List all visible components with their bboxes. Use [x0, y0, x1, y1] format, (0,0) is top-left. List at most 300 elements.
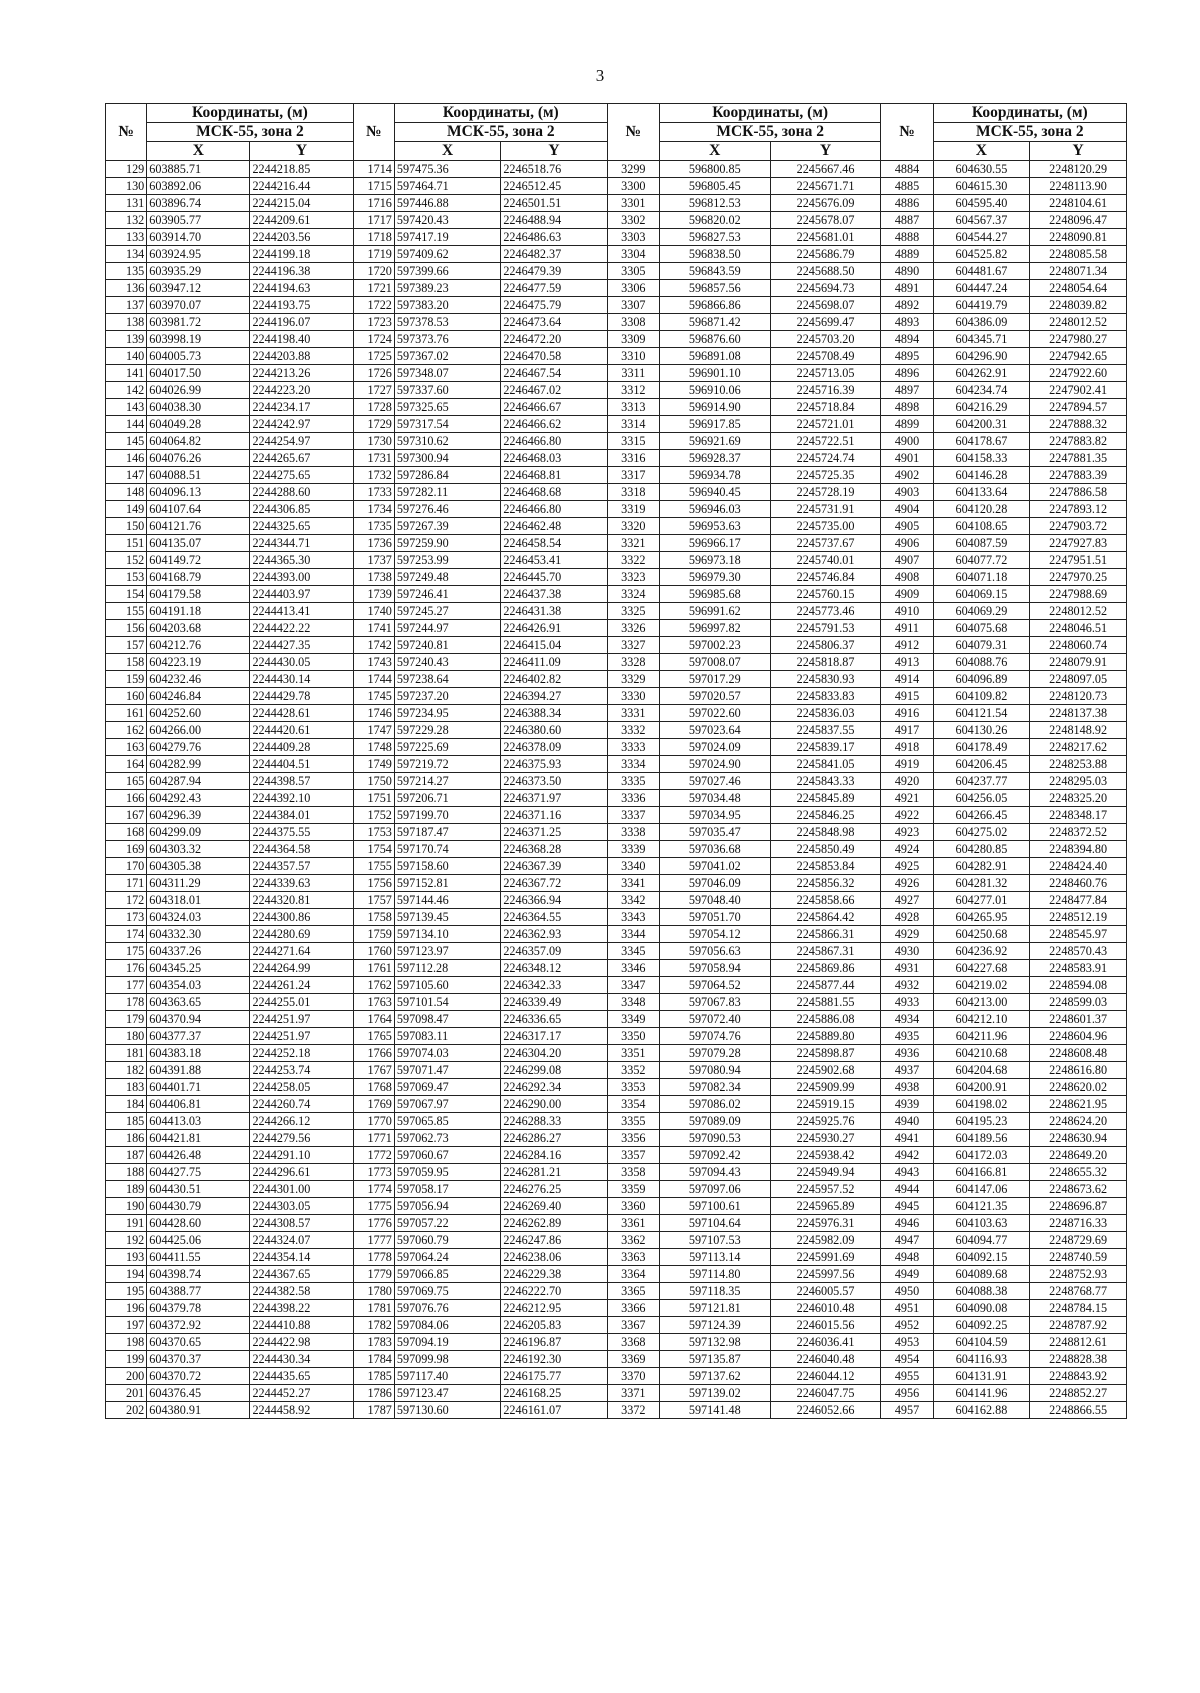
x-value: 597072.40 — [659, 1011, 770, 1028]
y-value: 2244344.71 — [250, 535, 353, 552]
point-number: 3347 — [607, 977, 659, 994]
point-number: 3333 — [607, 739, 659, 756]
point-number: 3334 — [607, 756, 659, 773]
x-value: 597337.60 — [394, 382, 500, 399]
y-value: 2245965.89 — [770, 1198, 881, 1215]
x-value: 604363.65 — [147, 994, 250, 1011]
point-number: 1768 — [353, 1079, 394, 1096]
x-value: 604280.85 — [933, 841, 1030, 858]
y-value: 2244398.22 — [250, 1300, 353, 1317]
y-value: 2244403.97 — [250, 586, 353, 603]
point-number: 149 — [106, 501, 147, 518]
x-value: 597056.63 — [659, 943, 770, 960]
x-value: 597417.19 — [394, 229, 500, 246]
point-number: 1751 — [353, 790, 394, 807]
x-value: 604236.92 — [933, 943, 1030, 960]
point-number: 3356 — [607, 1130, 659, 1147]
point-number: 160 — [106, 688, 147, 705]
point-number: 4935 — [881, 1028, 933, 1045]
point-number: 3317 — [607, 467, 659, 484]
y-value: 2244427.35 — [250, 637, 353, 654]
x-value: 604398.74 — [147, 1266, 250, 1283]
x-value: 597035.47 — [659, 824, 770, 841]
point-number: 1774 — [353, 1181, 394, 1198]
x-value: 604178.67 — [933, 433, 1030, 450]
point-number: 198 — [106, 1334, 147, 1351]
x-value: 597123.97 — [394, 943, 500, 960]
point-number: 3327 — [607, 637, 659, 654]
x-value: 597317.54 — [394, 416, 500, 433]
x-value: 604421.81 — [147, 1130, 250, 1147]
x-value: 604121.35 — [933, 1198, 1030, 1215]
y-value: 2248060.74 — [1030, 637, 1127, 654]
point-number: 1734 — [353, 501, 394, 518]
point-number: 1716 — [353, 195, 394, 212]
x-value: 597046.09 — [659, 875, 770, 892]
y-value: 2247902.41 — [1030, 382, 1127, 399]
x-value: 604135.07 — [147, 535, 250, 552]
y-value: 2248583.91 — [1030, 960, 1127, 977]
y-value: 2244413.41 — [250, 603, 353, 620]
y-value: 2244265.67 — [250, 450, 353, 467]
x-value: 597054.12 — [659, 926, 770, 943]
x-value: 604275.02 — [933, 824, 1030, 841]
y-value: 2248570.43 — [1030, 943, 1127, 960]
x-value: 604121.76 — [147, 518, 250, 535]
x-value: 604189.56 — [933, 1130, 1030, 1147]
y-value: 2247942.65 — [1030, 348, 1127, 365]
y-value: 2248394.80 — [1030, 841, 1127, 858]
point-number: 4949 — [881, 1266, 933, 1283]
x-value: 604388.77 — [147, 1283, 250, 1300]
point-number: 3335 — [607, 773, 659, 790]
point-number: 158 — [106, 654, 147, 671]
y-value: 2244367.65 — [250, 1266, 353, 1283]
y-value: 2248673.62 — [1030, 1181, 1127, 1198]
point-number: 137 — [106, 297, 147, 314]
y-value: 2245976.31 — [770, 1215, 881, 1232]
x-value: 597083.11 — [394, 1028, 500, 1045]
y-value: 2244271.64 — [250, 943, 353, 960]
x-value: 597238.64 — [394, 671, 500, 688]
y-value: 2245877.44 — [770, 977, 881, 994]
point-number: 4900 — [881, 433, 933, 450]
y-value: 2246472.20 — [501, 331, 607, 348]
y-value: 2245806.37 — [770, 637, 881, 654]
point-number: 202 — [106, 1402, 147, 1419]
x-value: 597259.90 — [394, 535, 500, 552]
x-value: 604077.72 — [933, 552, 1030, 569]
point-number: 166 — [106, 790, 147, 807]
y-value: 2246512.45 — [501, 178, 607, 195]
y-value: 2244429.78 — [250, 688, 353, 705]
table-row — [106, 1351, 1127, 1368]
x-value: 597048.40 — [659, 892, 770, 909]
point-number: 197 — [106, 1317, 147, 1334]
y-value: 2248348.17 — [1030, 807, 1127, 824]
y-value: 2248752.93 — [1030, 1266, 1127, 1283]
table-row — [106, 1181, 1127, 1198]
x-value: 604087.59 — [933, 535, 1030, 552]
table-row — [106, 280, 1127, 297]
table-row — [106, 467, 1127, 484]
x-value: 597020.57 — [659, 688, 770, 705]
y-value: 2245703.20 — [770, 331, 881, 348]
y-value: 2247903.72 — [1030, 518, 1127, 535]
x-value: 597124.39 — [659, 1317, 770, 1334]
y-value: 2244296.61 — [250, 1164, 353, 1181]
x-value: 596843.59 — [659, 263, 770, 280]
point-number: 174 — [106, 926, 147, 943]
x-value: 597067.97 — [394, 1096, 500, 1113]
x-value: 596991.62 — [659, 603, 770, 620]
x-value: 604277.01 — [933, 892, 1030, 909]
y-value: 2244193.75 — [250, 297, 353, 314]
point-number: 195 — [106, 1283, 147, 1300]
y-value: 2244251.97 — [250, 1028, 353, 1045]
x-value: 597249.48 — [394, 569, 500, 586]
point-number: 1772 — [353, 1147, 394, 1164]
x-value: 604376.45 — [147, 1385, 250, 1402]
x-value: 604131.91 — [933, 1368, 1030, 1385]
y-value: 2246339.49 — [501, 994, 607, 1011]
x-value: 596953.63 — [659, 518, 770, 535]
point-number: 4905 — [881, 518, 933, 535]
x-value: 604121.54 — [933, 705, 1030, 722]
y-value: 2246366.94 — [501, 892, 607, 909]
y-value: 2244215.04 — [250, 195, 353, 212]
y-value: 2248137.38 — [1030, 705, 1127, 722]
y-value: 2248512.19 — [1030, 909, 1127, 926]
table-row — [106, 1215, 1127, 1232]
x-value: 596973.18 — [659, 552, 770, 569]
table-row — [106, 909, 1127, 926]
x-value: 604079.31 — [933, 637, 1030, 654]
num-header: № — [881, 104, 933, 161]
x-value: 604178.49 — [933, 739, 1030, 756]
y-value: 2244216.44 — [250, 178, 353, 195]
point-number: 3310 — [607, 348, 659, 365]
x-value: 597036.68 — [659, 841, 770, 858]
y-value: 2244458.92 — [250, 1402, 353, 1419]
table-row — [106, 807, 1127, 824]
x-value: 596928.37 — [659, 450, 770, 467]
coords-header: Координаты, (м) — [394, 104, 607, 123]
point-number: 3307 — [607, 297, 659, 314]
y-value: 2245867.31 — [770, 943, 881, 960]
y-value: 2245818.87 — [770, 654, 881, 671]
y-value: 2246336.65 — [501, 1011, 607, 1028]
x-value: 604252.60 — [147, 705, 250, 722]
y-value: 2246284.16 — [501, 1147, 607, 1164]
point-number: 4942 — [881, 1147, 933, 1164]
y-value: 2246411.09 — [501, 654, 607, 671]
y-value: 2245681.01 — [770, 229, 881, 246]
x-value: 604296.39 — [147, 807, 250, 824]
y-value: 2248630.94 — [1030, 1130, 1127, 1147]
system-header: МСК-55, зона 2 — [394, 123, 607, 142]
x-value: 597114.80 — [659, 1266, 770, 1283]
x-value: 597464.71 — [394, 178, 500, 195]
x-value: 604406.81 — [147, 1096, 250, 1113]
point-number: 4897 — [881, 382, 933, 399]
point-number: 4912 — [881, 637, 933, 654]
point-number: 1784 — [353, 1351, 394, 1368]
y-value: 2245938.42 — [770, 1147, 881, 1164]
y-value: 2244234.17 — [250, 399, 353, 416]
point-number: 3346 — [607, 960, 659, 977]
table-row — [106, 1385, 1127, 1402]
point-number: 4884 — [881, 161, 933, 178]
point-number: 3337 — [607, 807, 659, 824]
y-value: 2244242.97 — [250, 416, 353, 433]
y-value: 2244364.58 — [250, 841, 353, 858]
point-number: 1754 — [353, 841, 394, 858]
y-value: 2245667.46 — [770, 161, 881, 178]
y-value: 2247988.69 — [1030, 586, 1127, 603]
x-value: 604370.72 — [147, 1368, 250, 1385]
x-value: 596800.85 — [659, 161, 770, 178]
x-value: 604481.67 — [933, 263, 1030, 280]
y-value: 2246161.07 — [501, 1402, 607, 1419]
x-value: 604116.93 — [933, 1351, 1030, 1368]
point-number: 4902 — [881, 467, 933, 484]
x-value: 604005.73 — [147, 348, 250, 365]
x-value: 604130.26 — [933, 722, 1030, 739]
y-value: 2244218.85 — [250, 161, 353, 178]
y-value: 2245889.80 — [770, 1028, 881, 1045]
point-number: 131 — [106, 195, 147, 212]
y-value: 2244428.61 — [250, 705, 353, 722]
x-value: 604615.30 — [933, 178, 1030, 195]
x-value: 597105.60 — [394, 977, 500, 994]
y-header: Y — [770, 142, 881, 161]
y-value: 2248655.32 — [1030, 1164, 1127, 1181]
y-value: 2245845.89 — [770, 790, 881, 807]
y-value: 2244420.61 — [250, 722, 353, 739]
x-header: X — [147, 142, 250, 161]
x-value: 597267.39 — [394, 518, 500, 535]
y-value: 2245716.39 — [770, 382, 881, 399]
point-number: 1753 — [353, 824, 394, 841]
point-number: 4940 — [881, 1113, 933, 1130]
x-value: 604069.15 — [933, 586, 1030, 603]
x-value: 597246.41 — [394, 586, 500, 603]
point-number: 1761 — [353, 960, 394, 977]
system-header: МСК-55, зона 2 — [659, 123, 881, 142]
table-row — [106, 484, 1127, 501]
table-row — [106, 1011, 1127, 1028]
y-value: 2247951.51 — [1030, 552, 1127, 569]
y-value: 2246290.00 — [501, 1096, 607, 1113]
y-value: 2246378.09 — [501, 739, 607, 756]
point-number: 1785 — [353, 1368, 394, 1385]
y-value: 2244196.38 — [250, 263, 353, 280]
x-value: 597090.53 — [659, 1130, 770, 1147]
table-row — [106, 263, 1127, 280]
y-value: 2246373.50 — [501, 773, 607, 790]
x-value: 597066.85 — [394, 1266, 500, 1283]
x-header: X — [659, 142, 770, 161]
x-value: 604282.91 — [933, 858, 1030, 875]
y-value: 2248148.92 — [1030, 722, 1127, 739]
x-value: 597152.81 — [394, 875, 500, 892]
point-number: 148 — [106, 484, 147, 501]
x-value: 604525.82 — [933, 246, 1030, 263]
x-value: 604413.03 — [147, 1113, 250, 1130]
y-value: 2246238.06 — [501, 1249, 607, 1266]
point-number: 135 — [106, 263, 147, 280]
y-value: 2245791.53 — [770, 620, 881, 637]
point-number: 4914 — [881, 671, 933, 688]
point-number: 3324 — [607, 586, 659, 603]
point-number: 3299 — [607, 161, 659, 178]
point-number: 1729 — [353, 416, 394, 433]
y-value: 2244301.00 — [250, 1181, 353, 1198]
point-number: 3331 — [607, 705, 659, 722]
x-value: 604204.68 — [933, 1062, 1030, 1079]
x-value: 604411.55 — [147, 1249, 250, 1266]
table-row — [106, 1130, 1127, 1147]
x-value: 597144.46 — [394, 892, 500, 909]
point-number: 3301 — [607, 195, 659, 212]
x-header: X — [394, 142, 500, 161]
point-number: 3353 — [607, 1079, 659, 1096]
x-value: 604419.79 — [933, 297, 1030, 314]
point-number: 4889 — [881, 246, 933, 263]
y-value: 2244422.98 — [250, 1334, 353, 1351]
point-number: 157 — [106, 637, 147, 654]
x-value: 597023.64 — [659, 722, 770, 739]
point-number: 1745 — [353, 688, 394, 705]
table-row — [106, 1079, 1127, 1096]
point-number: 3330 — [607, 688, 659, 705]
point-number: 1733 — [353, 484, 394, 501]
table-row — [106, 841, 1127, 858]
point-number: 3325 — [607, 603, 659, 620]
point-number: 1717 — [353, 212, 394, 229]
y-value: 2244308.57 — [250, 1215, 353, 1232]
point-number: 201 — [106, 1385, 147, 1402]
x-value: 597229.28 — [394, 722, 500, 739]
y-value: 2246437.38 — [501, 586, 607, 603]
y-value: 2245836.03 — [770, 705, 881, 722]
x-value: 597022.60 — [659, 705, 770, 722]
x-value: 597071.47 — [394, 1062, 500, 1079]
table-row — [106, 212, 1127, 229]
point-number: 1786 — [353, 1385, 394, 1402]
x-value: 604223.19 — [147, 654, 250, 671]
point-number: 3312 — [607, 382, 659, 399]
x-value: 597069.47 — [394, 1079, 500, 1096]
point-number: 1742 — [353, 637, 394, 654]
table-row — [106, 1283, 1127, 1300]
x-value: 603892.06 — [147, 178, 250, 195]
y-value: 2246462.48 — [501, 518, 607, 535]
x-value: 604345.25 — [147, 960, 250, 977]
point-number: 155 — [106, 603, 147, 620]
point-number: 4955 — [881, 1368, 933, 1385]
point-number: 4929 — [881, 926, 933, 943]
y-value: 2248096.47 — [1030, 212, 1127, 229]
x-value: 604211.96 — [933, 1028, 1030, 1045]
x-value: 597225.69 — [394, 739, 500, 756]
x-value: 596812.53 — [659, 195, 770, 212]
point-number: 130 — [106, 178, 147, 195]
table-row — [106, 382, 1127, 399]
point-number: 3326 — [607, 620, 659, 637]
x-value: 597101.54 — [394, 994, 500, 1011]
table-row — [106, 1368, 1127, 1385]
x-value: 597062.73 — [394, 1130, 500, 1147]
point-number: 136 — [106, 280, 147, 297]
y-value: 2245841.05 — [770, 756, 881, 773]
x-value: 597378.53 — [394, 314, 500, 331]
point-number: 3316 — [607, 450, 659, 467]
point-number: 4911 — [881, 620, 933, 637]
table-row — [106, 365, 1127, 382]
x-value: 597008.07 — [659, 654, 770, 671]
x-value: 604262.91 — [933, 365, 1030, 382]
table-row — [106, 518, 1127, 535]
y-value: 2245925.76 — [770, 1113, 881, 1130]
y-value: 2246276.25 — [501, 1181, 607, 1198]
point-number: 1737 — [353, 552, 394, 569]
x-value: 597113.14 — [659, 1249, 770, 1266]
point-number: 3322 — [607, 552, 659, 569]
x-value: 604279.76 — [147, 739, 250, 756]
y-value: 2247980.27 — [1030, 331, 1127, 348]
point-number: 4934 — [881, 1011, 933, 1028]
x-value: 604094.77 — [933, 1232, 1030, 1249]
y-value: 2244223.20 — [250, 382, 353, 399]
point-number: 4906 — [881, 535, 933, 552]
point-number: 3305 — [607, 263, 659, 280]
y-value: 2246466.80 — [501, 433, 607, 450]
x-value: 596805.45 — [659, 178, 770, 195]
table-row — [106, 552, 1127, 569]
y-value: 2246466.67 — [501, 399, 607, 416]
point-number: 3371 — [607, 1385, 659, 1402]
y-value: 2245864.42 — [770, 909, 881, 926]
x-value: 604391.88 — [147, 1062, 250, 1079]
y-value: 2246364.55 — [501, 909, 607, 926]
point-number: 184 — [106, 1096, 147, 1113]
x-value: 597041.02 — [659, 858, 770, 875]
y-value: 2245728.19 — [770, 484, 881, 501]
point-number: 1722 — [353, 297, 394, 314]
y-value: 2244264.99 — [250, 960, 353, 977]
y-value: 2246479.39 — [501, 263, 607, 280]
y-value: 2246367.72 — [501, 875, 607, 892]
x-value: 597064.24 — [394, 1249, 500, 1266]
point-number: 193 — [106, 1249, 147, 1266]
point-number: 1771 — [353, 1130, 394, 1147]
y-value: 2248054.64 — [1030, 280, 1127, 297]
x-value: 604311.29 — [147, 875, 250, 892]
y-value: 2246005.57 — [770, 1283, 881, 1300]
y-value: 2246044.12 — [770, 1368, 881, 1385]
y-value: 2244199.18 — [250, 246, 353, 263]
x-value: 596940.45 — [659, 484, 770, 501]
y-value: 2248113.90 — [1030, 178, 1127, 195]
table-row — [106, 603, 1127, 620]
y-value: 2247970.25 — [1030, 569, 1127, 586]
point-number: 1782 — [353, 1317, 394, 1334]
x-value: 597079.28 — [659, 1045, 770, 1062]
y-value: 2244300.86 — [250, 909, 353, 926]
x-value: 604303.32 — [147, 841, 250, 858]
